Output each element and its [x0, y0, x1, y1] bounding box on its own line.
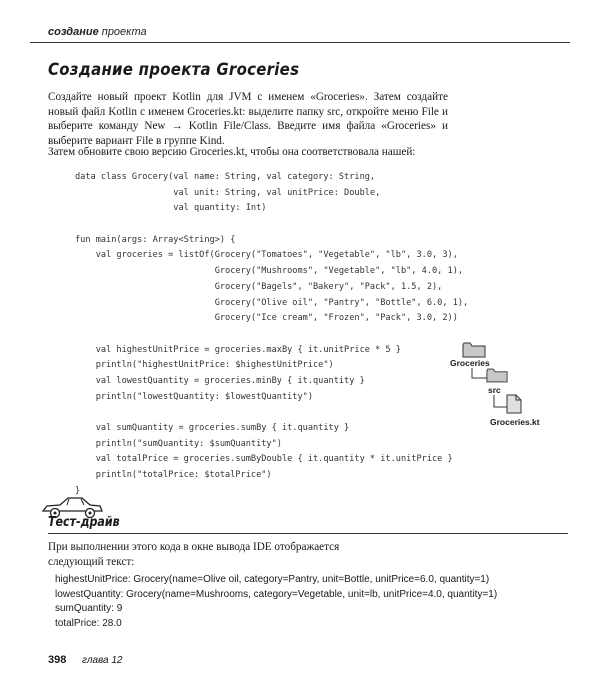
code-line	[75, 217, 468, 233]
paragraph-intro: Создайте новый проект Kotlin для JVM с именем «Groceries». Затем создайте новый файл Kotlin с именем Groceries.kt: выделите папку src, откройте меню File и выберите команду New → Kotlin File/Class. Введите имя файла «Groceries» и выберите вариант File в группе Kind.	[48, 91, 448, 147]
kotlin-file-label: Groceries.kt	[490, 417, 540, 427]
page-number: 398	[48, 654, 67, 666]
code-line: fun main(args: Array<String>) {	[75, 234, 236, 245]
code-line: println("totalPrice: $totalPrice")	[75, 470, 272, 481]
running-header	[48, 26, 147, 38]
code-line: Grocery("Mushrooms", "Vegetable", "lb", 4.0, 1),	[75, 266, 464, 277]
code-line	[75, 405, 468, 421]
code-line: Grocery("Ice cream", "Frozen", "Pack", 3.0, 2))	[75, 313, 458, 324]
console-output	[55, 573, 497, 631]
test-drive-rule	[48, 533, 568, 534]
output-line: sumQuantity: 9	[55, 603, 123, 614]
output-line: totalPrice: 28.0	[55, 617, 122, 629]
src-folder-icon	[486, 368, 508, 383]
code-line: data class Grocery(val name: String, val category: String,	[75, 172, 376, 182]
test-drive-intro: При выполнении этого кода в окне вывода IDE отображается следующий текст:	[48, 541, 340, 568]
output-line: highestUnitPrice: Grocery(name=Olive oil, category=Pantry, unit=Bottle, unitPrice=6.0, quantity=1)	[55, 574, 490, 585]
code-line: val sumQuantity = groceries.sumBy { it.quantity }	[75, 423, 350, 433]
code-listing	[75, 170, 468, 499]
code-line: val groceries = listOf(Grocery("Tomatoes", "Vegetable", "lb", 3.0, 3),	[75, 250, 458, 261]
code-line: val lowestQuantity = groceries.minBy { it.quantity }	[75, 375, 365, 386]
header-rest: проекта	[101, 26, 147, 38]
section-title: Создание проекта Groceries	[48, 60, 300, 80]
output-line: lowestQuantity: Grocery(name=Mushrooms, category=Vegetable, unit=lb, unitPrice=4.0, quantity=1)	[55, 588, 498, 600]
code-line: val highestUnitPrice = groceries.maxBy { it.unitPrice * 5 }	[75, 344, 401, 355]
kotlin-file-icon	[506, 394, 522, 414]
header-rule	[30, 42, 570, 43]
paragraph-update: Затем обновите свою версию Groceries.kt, чтобы она соответствовала нашей:	[48, 146, 416, 158]
header-bold: создание	[48, 26, 99, 38]
code-line: val unit: String, val unitPrice: Double,	[75, 187, 381, 198]
code-line: }	[75, 485, 81, 496]
test-drive-title: Тест-драйв	[48, 515, 120, 530]
code-line: Grocery("Olive oil", "Pantry", "Bottle", 6.0, 1),	[75, 297, 469, 308]
code-line	[75, 327, 468, 343]
code-line: val totalPrice = groceries.sumByDouble { it.quantity * it.unitPrice }	[75, 454, 453, 465]
project-folder-label: Groceries	[450, 358, 490, 368]
chapter-label: глава 12	[82, 655, 123, 666]
project-folder-icon	[462, 342, 486, 358]
project-file-tree	[440, 338, 560, 438]
code-line: println("highestUnitPrice: $highestUnitPrice")	[75, 360, 334, 371]
code-line: println("lowestQuantity: $lowestQuantity")	[75, 391, 313, 402]
code-line: Grocery("Bagels", "Bakery", "Pack", 1.5, 2),	[75, 281, 443, 292]
src-folder-label: src	[488, 385, 501, 395]
code-line: val quantity: Int)	[75, 203, 267, 214]
code-line: println("sumQuantity: $sumQuantity")	[75, 438, 282, 449]
